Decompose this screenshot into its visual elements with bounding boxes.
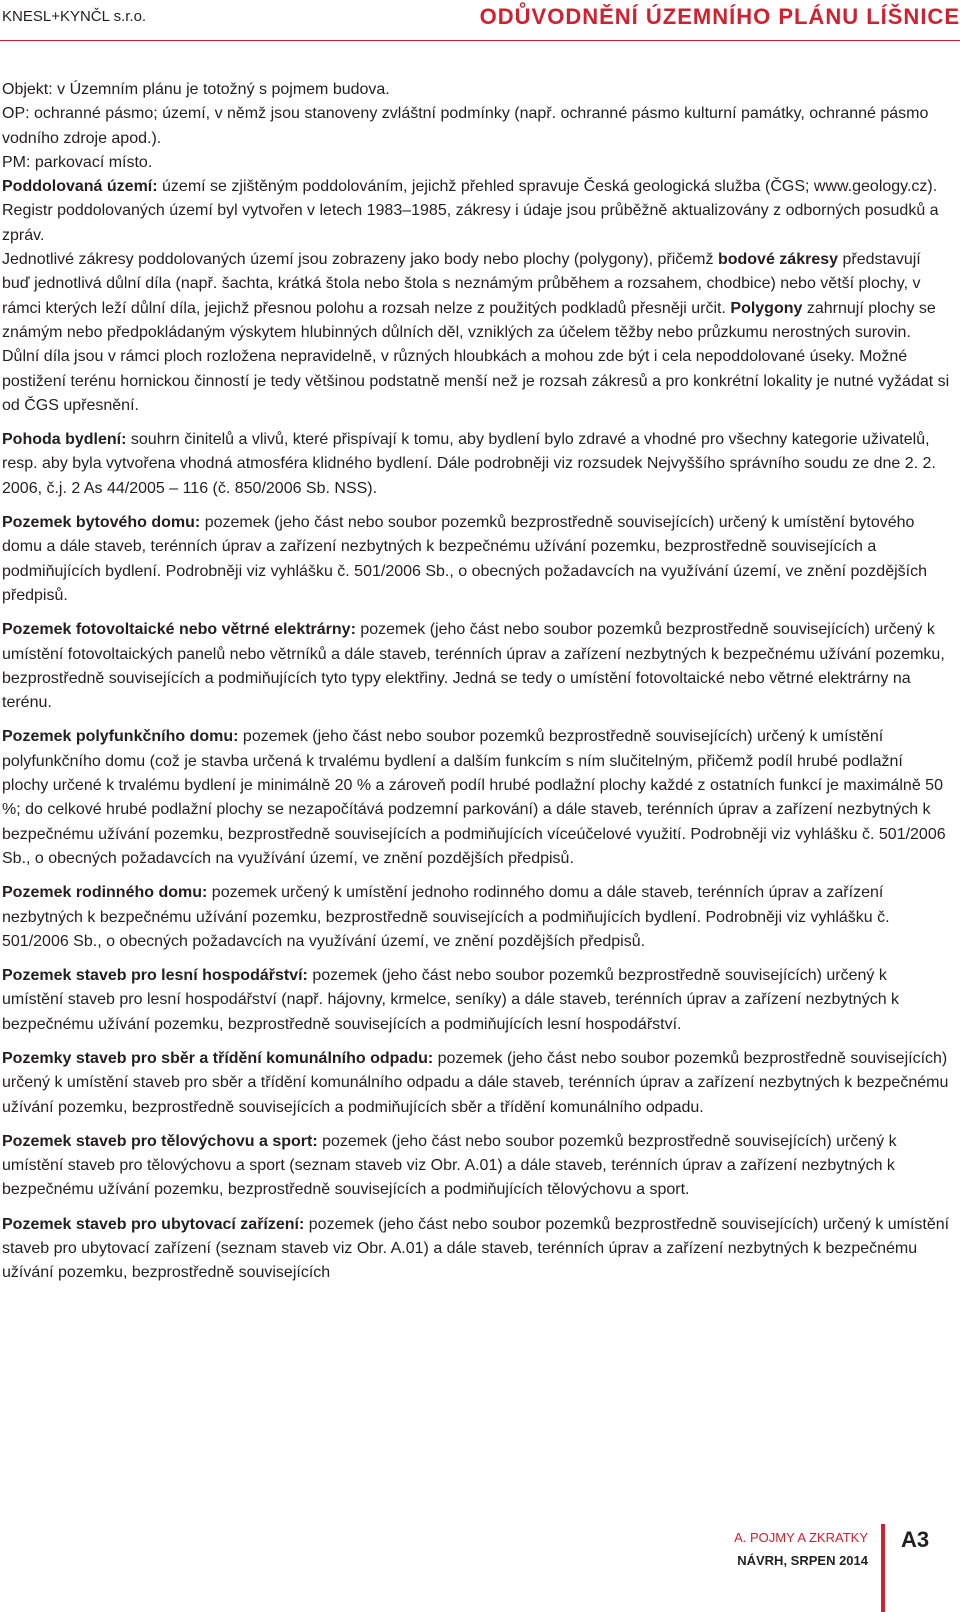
- term-separator: :: [233, 728, 239, 746]
- term: Pohoda bydlení: [2, 431, 122, 449]
- company-name: KNESL+KYNČL s.r.o.: [2, 8, 147, 25]
- definition-text: pozemek (jeho část nebo soubor pozemků bezprostředně souvisejících) určený k umístění polyfunkčního domu (což je stavba určená k trvalému bydlení a dalším funkcím s ním slučitelným, přičemž podíl hrubé podlažní plochy určené k trvalému bydlení je minimálně 20 % a zároveň podíl hrubé podlažní plochy každé z ostatních funkcí je maximálně 50 %; do celkové hrubé podlažní plochy se nezapočítává podzemní parkování) a dále staveb, terénních úprav a zařízení nezbytných k bezpečnému užívání pozemku, bezprostředně souvisejících a podmiňujících víceúčelové využití. Podrobněji viz vyhlášku č. 501/2006 Sb., o obecných požadavcích na využívání území, ve znění pozdějších předpisů.: [2, 728, 946, 867]
- term: Pozemek fotovoltaické nebo větrné elektrárny: [2, 621, 351, 639]
- term: Pozemek staveb pro tělovýchovu a sport: [2, 1132, 313, 1150]
- term-separator: :: [194, 514, 201, 532]
- definition-pozemek-rodinneho-domu: [2, 881, 952, 954]
- definition-pozemek-polyfunkcniho-domu: [2, 725, 952, 871]
- definition-text: pozemek (jeho část nebo soubor pozemků bezprostředně souvisejících) určený k umístění staveb pro ubytovací zařízení (seznam staveb viz Obr. A.01) a dále staveb, terénních úprav a zařízení nezbytných k bezpečnému užívání pozemku, bezprostředně souvisejících: [2, 1215, 950, 1282]
- definition-komunalni-odpad: [2, 1047, 952, 1120]
- detail-text: Jednotlivé zákresy poddolovaných území jsou zobrazeny jako body nebo plochy (polygony), přičemž: [2, 251, 718, 269]
- definition-text: pozemek určený k umístění jednoho rodinného domu a dále staveb, terénních úprav a zařízení nezbytných k bezpečnému užívání pozemku, bezprostředně souvisejících a podmiňujících bydlení. Podrobněji viz vyhlášku č. 501/2006 Sb., o obecných požadavcích na využívání území, ve znění pozdějších předpisů.: [2, 884, 890, 950]
- detail-term: bodové zákresy: [717, 251, 839, 269]
- definition-pohoda-bydleni: [2, 428, 952, 501]
- definition-op: [2, 102, 952, 151]
- definition-text: v Územním plánu je totožný s pojmem budova.: [52, 81, 390, 98]
- definition-ubytovaci-zarizeni: [2, 1213, 952, 1286]
- definition-text: pozemek (jeho část nebo soubor pozemků bezprostředně souvisejících) určený k umístění staveb pro tělovýchovu a sport (seznam staveb viz Obr. A.01) a dále staveb, terénních úprav a zařízení nezbytných k bezpečnému užívání pozemku, bezprostředně souvisejících a podmiňujících tělovýchovu a sport.: [2, 1132, 897, 1199]
- definition-text: pozemek (jeho část nebo soubor pozemků bezprostředně souvisejících) určený k umístění staveb pro sběr a třídění komunálního odpadu a dále staveb, terénních úprav a zařízení nezbytných k bezpečnému užívání pozemku, bezprostředně souvisejících a podmiňujících sběr a třídění komunálního odpadu.: [2, 1049, 949, 1116]
- definition-text: parkovací místo.: [30, 153, 153, 171]
- definition-text: pozemek (jeho část nebo soubor pozemků bezprostředně souvisejících) určený k umístění bytového domu a dále staveb, terénních úprav a zařízení nezbytných k bezpečnému užívání pozemku, bezprostředně souvisejících a podmiňujících bydlení. Podrobněji viz vyhlášku č. 501/2006 Sb., o obecných požadavcích na využívání území, ve znění pozdějších předpisů.: [2, 514, 927, 604]
- footer-accent-bar: [881, 1524, 885, 1612]
- definitions-list: [2, 78, 952, 1296]
- term-separator: :: [312, 1132, 318, 1150]
- footer-section-title: A. POJMY A ZKRATKY: [734, 1530, 868, 1545]
- definition-poddolovana-detail: [2, 248, 952, 418]
- page-number: A3: [901, 1527, 930, 1552]
- detail-term: Polygony: [730, 299, 803, 317]
- term: Poddolovaná území: [2, 178, 153, 196]
- term-separator: :: [202, 884, 208, 902]
- definition-lesni-hospodarstvi: [2, 964, 952, 1037]
- definition-pm: [2, 151, 952, 175]
- term: Pozemek staveb pro ubytovací zařízení: [2, 1215, 299, 1233]
- term: Pozemek staveb pro lesní hospodářství: [2, 967, 303, 985]
- term: Pozemek bytového domu: [2, 514, 195, 532]
- definition-pozemek-elektrarny: [2, 618, 952, 715]
- definition-text: pozemek (jeho část nebo soubor pozemků bezprostředně souvisejících) určený k umístění staveb pro lesní hospodářství (např. hájovny, krmelce, seníky) a dále staveb, terénních úprav a zařízení nezbytných k bezpečnému užívání pozemku, bezprostředně souvisejících a podmiňujících lesní hospodářství.: [2, 967, 900, 1033]
- term: PM: [2, 153, 26, 171]
- document-title: ODŮVODNĚNÍ ÚZEMNÍHO PLÁNU LÍŠNICE: [479, 4, 960, 29]
- term-separator: :: [48, 81, 53, 98]
- definition-poddolovana-uzemi: [2, 175, 952, 248]
- definition-text: pozemek (jeho část nebo soubor pozemků bezprostředně souvisejících) určený k umístění fotovoltaických panelů nebo větrníků a dále staveb, terénních úprav a zařízení nezbytných k bezpečnému užívání pozemku, bezprostředně souvisejících a podmiňujících tyto typy elektřiny. Jedná se tedy o umístění fotovoltaické nebo větrné elektrárny na terénu.: [2, 621, 945, 712]
- definition-objekt: [2, 78, 952, 102]
- term-separator: :: [427, 1049, 434, 1067]
- footer-date: NÁVRH, SRPEN 2014: [737, 1553, 868, 1568]
- term: Pozemek polyfunkčního domu: [2, 728, 234, 746]
- term-separator: :: [26, 153, 31, 171]
- definition-telovychova-sport: [2, 1130, 952, 1203]
- header-divider: [0, 40, 960, 41]
- definition-pozemek-bytoveho-domu: [2, 511, 952, 608]
- definition-text: ochranné pásmo; území, v němž jsou stanoveny zvláštní podmínky (např. ochranné pásmo kulturní památky, ochranné pásmo vodního zdroje apod.).: [2, 105, 929, 147]
- term-separator: :: [25, 105, 30, 123]
- term: Objekt: [2, 81, 49, 98]
- term-separator: :: [121, 431, 127, 449]
- definition-text: území se zjištěným poddolováním, jejichž přehled spravuje Česká geologická služba (ČGS; www.geology.cz). Registr poddolovaných území byl vytvořen v letech 1983–1985, zákresy i údaje jsou průběžně aktualizovány z odborných posudků a zpráv.: [2, 178, 939, 244]
- term-separator: :: [350, 621, 356, 639]
- detail-text: zahrnují plochy se známým nebo předpokládaným výskytem hlubinných důlních děl, vzniklých za účelem těžby nebo průzkumu nerostných surovin. Důlní díla jsou v rámci ploch rozložena nepravidelně, v různých hloubkách a mohou zde být i cela nepoddolované úseky. Možné postižení terénu hornickou činností je tedy většinou podstatně menší než je rozsah zákresů a pro konkrétní lokality je nutné vyžádat si od ČGS upřesnění.: [2, 299, 950, 414]
- term: OP: [2, 105, 26, 123]
- page-header: [0, 0, 960, 44]
- detail-text: představují buď jednotlivá důlní díla (např. šachta, krátká štola nebo štola s neznámým průběhem a rozsahem, chodbice) nebo větší plochy, v rámci kterých leží důlní díla, jejichž přesnou polohu a rozsah nelze z použitých podkladů přesněji určit.: [2, 251, 921, 317]
- term-separator: :: [302, 967, 308, 985]
- definition-text: souhrn činitelů a vlivů, které přispívají k tomu, aby bydlení bylo zdravé a vhodné pro všechny kategorie uživatelů, resp. aby byla vytvořena vhodná atmosféra klidného bydlení. Dále podrobněji viz rozsudek Nejvyššího správního soudu ze dne 2. 2. 2006, č.j. 2 As 44/2005 – 116 (č. 850/2006 Sb. NSS).: [2, 431, 936, 497]
- term-separator: :: [299, 1215, 305, 1233]
- term: Pozemky staveb pro sběr a třídění komunálního odpadu: [2, 1049, 428, 1067]
- term: Pozemek rodinného domu: [2, 884, 203, 902]
- term-separator: :: [152, 178, 158, 196]
